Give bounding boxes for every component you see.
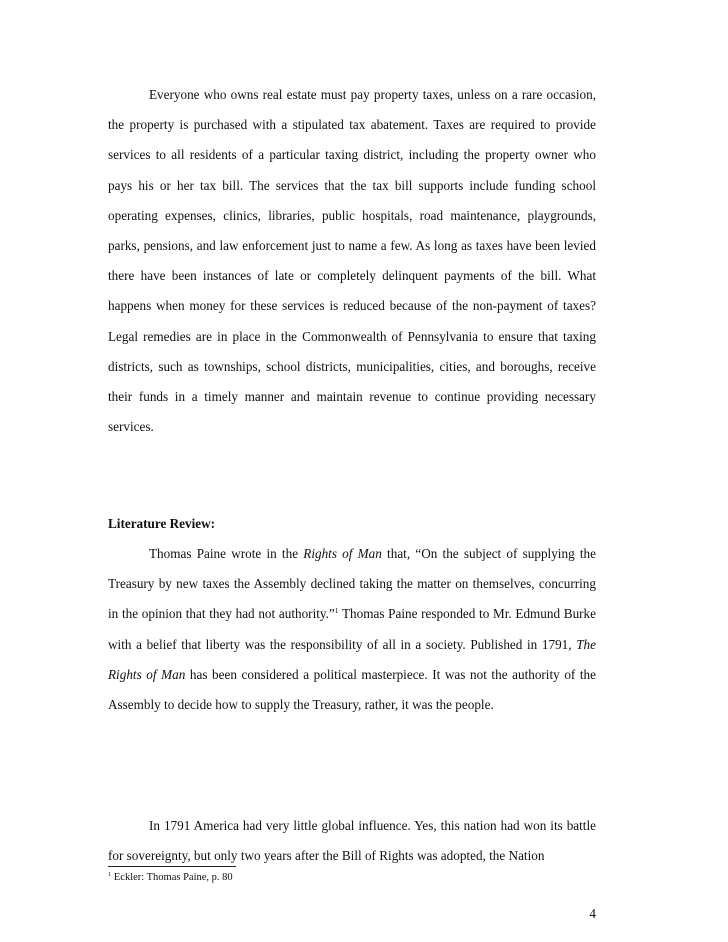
history-paragraph: In 1791 America had very little global influence. Yes, this nation had won its battle for sovereignty, but only two years after the Bill of Rights was adopted, the Nation <box>108 818 596 864</box>
footnote-number: 1 <box>108 871 112 878</box>
text-segment: has been considered a political masterpiece. It was not the authority of the Assembly to decide how to supply the Treasury, rather, it was the people. <box>108 666 596 713</box>
section-heading: Literature Review: <box>108 516 216 531</box>
page-number: 4 <box>589 906 596 921</box>
text-segment: Thomas Paine wrote in the <box>149 546 304 561</box>
footnote <box>108 871 233 884</box>
intro-paragraph: Everyone who owns real estate must pay property taxes, unless on a rare occasion, the property is purchased with a stipulated tax abatement. Taxes are required to provide services to all residents of a particular taxing district, including the property owner who pays his or her tax bill. The services that the tax bill supports include funding school operating expenses, clinics, libraries, public hospitals, road maintenance, playgrounds, parks, pensions, and law enforcement just to name a few. As long as taxes have been levied there have been instances of late or completely delinquent payments of the bill. What happens when money for these services is reduced because of the non-payment of taxes? Legal remedies are in place in the Commonwealth of Pennsylvania to ensure that taxing districts, such as townships, school districts, municipalities, cities, and boroughs, receive their funds in a timely manner and maintain revenue to continue providing necessary services. <box>108 87 596 435</box>
footnote-reference: 1 <box>334 606 339 616</box>
book-title: The Rights of Man <box>108 636 596 682</box>
literature-review-paragraph <box>108 539 596 720</box>
text-segment: Thomas Paine responded to Mr. Edmund Burke with a belief that liberty was the responsibility of all in a society. Published in 1791, <box>108 606 596 652</box>
book-title: Rights of Man <box>303 546 382 561</box>
text-segment: that, “On the subject of supplying the Treasury by new taxes the Assembly declined taking the matter on themselves, concurring in the opinion that they had not authority.” <box>108 546 596 622</box>
footnote-divider <box>108 866 236 867</box>
footnote-text: Eckler: Thomas Paine, p. 80 <box>111 872 233 883</box>
